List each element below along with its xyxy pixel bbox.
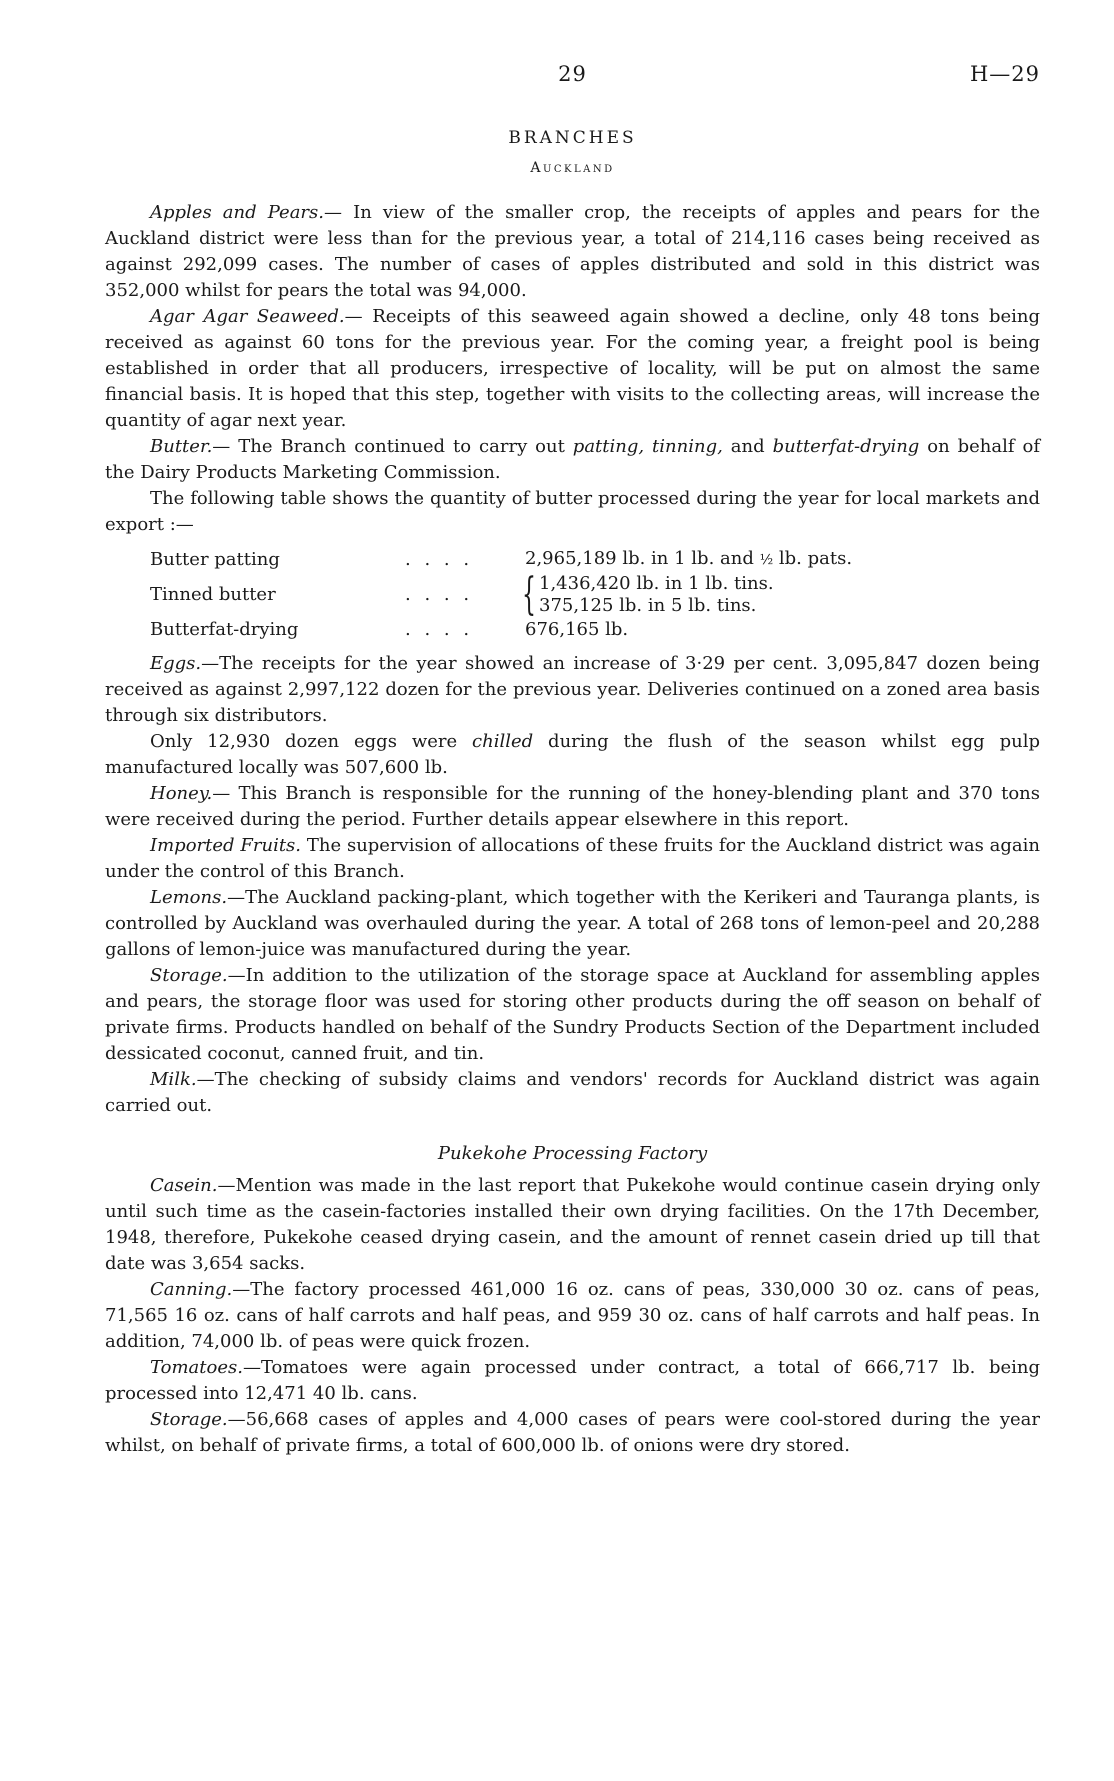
paragraph-honey xyxy=(105,781,1040,833)
row-value: 676,165 lb. xyxy=(525,619,629,640)
paragraph-storage-2 xyxy=(105,1407,1040,1459)
paragraph-lemons xyxy=(105,885,1040,963)
paragraph-storage xyxy=(105,963,1040,1067)
factory-heading: Pukekohe Processing Factory xyxy=(437,1143,708,1164)
lead-lemons: Lemons. xyxy=(150,887,228,908)
row-name: Tinned butter xyxy=(150,584,276,605)
text-apples: — In view of the smaller crop, the receipts of apples and pears for the Auckland district were less than for the previous year, a total of 214,116 cases being received as against 292,099 cases. The number of cases of apples distributed and sold in this district was 352,000 whilst for pears the total was 94,000. xyxy=(105,202,1040,301)
leader-dots: . . . . xyxy=(405,548,474,570)
row-value-a: 2,965,189 lb. in 1 lb. and xyxy=(525,548,760,569)
lead-imported: Imported Fruits. xyxy=(150,835,302,856)
paragraph-casein xyxy=(105,1173,1040,1277)
document-page xyxy=(105,0,1040,1781)
text-eggs2-a: Only 12,930 dozen eggs were xyxy=(150,731,473,752)
text-agar: — Receipts of this seaweed again showed a decline, only 48 tons being received as against 60 tons for the previous year. For the coming year, a freight pool is being established in order that all producers, irrespective of locality, will be put on almost the same financial basis. It is hoped that this step, together with visits to the collecting areas, will increase the quantity of agar next year. xyxy=(105,306,1040,431)
row-value-1: 1,436,420 lb. in 1 lb. tins. xyxy=(539,573,774,594)
row-value-b: lb. pats. xyxy=(773,548,853,569)
text-eggs2-em: chilled xyxy=(472,731,534,752)
table-row xyxy=(150,569,1040,620)
row-value xyxy=(525,546,852,573)
paragraph-apples xyxy=(105,200,1040,304)
row-name: Butter patting xyxy=(150,548,280,570)
lead-butter: Butter. xyxy=(150,436,213,457)
text-eggs2-b: during the flush of the season whilst egg pulp manufactured locally was 507,600 lb. xyxy=(105,731,1040,778)
text-storage-2: —56,668 cases of apples and 4,000 cases of pears were cool-stored during the year whilst, on behalf of private firms, a total of 600,000 lb. of onions were dry stored. xyxy=(105,1409,1040,1456)
table-row xyxy=(150,546,1040,573)
braced-values xyxy=(522,569,774,620)
row-value-2: 375,125 lb. in 5 lb. tins. xyxy=(539,595,757,616)
leader-dots: . . . . xyxy=(405,619,474,640)
paragraph-milk xyxy=(105,1067,1040,1119)
butter-table xyxy=(150,546,1040,643)
text-storage: —In addition to the utilization of the storage space at Auckland for assembling apples and pears, the storage floor was used for storing other products during the off season on behalf of private firms. Products handled on behalf of the Sundry Products Section of the Department included dessicated coconut, canned fruit, and tin. xyxy=(105,965,1040,1064)
lead-apples: Apples and Pears. xyxy=(150,202,324,223)
paragraph-table-intro: The following table shows the quantity of butter processed during the year for local markets and export :— xyxy=(105,488,1040,535)
paragraph-canning xyxy=(105,1277,1040,1355)
text-butter-a: — The Branch continued to carry out xyxy=(212,436,573,457)
text-tomatoes: —Tomatoes were again processed under contract, a total of 666,717 lb. being processed into 12,471 40 lb. cans. xyxy=(105,1357,1040,1404)
text-lemons: —The Auckland packing-plant, which together with the Kerikeri and Tauranga plants, is controlled by Auckland was overhauled during the year. A total of 268 tons of lemon-peel and 20,288 gallons of lemon-juice was manufactured during the year. xyxy=(105,887,1040,960)
text-eggs: —The receipts for the year showed an increase of 3·29 per cent. 3,095,847 dozen being received as against 2,997,122 dozen for the previous year. Deliveries continued on a zoned area basis through six distributors. xyxy=(105,653,1040,726)
lead-canning: Canning. xyxy=(150,1279,233,1300)
brace-glyph: { xyxy=(522,569,536,620)
text-milk: —The checking of subsidy claims and vendors' records for Auckland district was again carried out. xyxy=(105,1069,1040,1116)
paragraph-tomatoes xyxy=(105,1355,1040,1407)
section-title: BRANCHES xyxy=(508,128,637,148)
body-text xyxy=(105,200,1040,1459)
fraction-half: ½ xyxy=(759,552,774,568)
paragraph-agar xyxy=(105,304,1040,434)
text-honey: — This Branch is responsible for the running of the honey-blending plant and 370 tons were received during the period. Further details appear elsewhere in this report. xyxy=(105,783,1040,830)
leader-dots: . . . . xyxy=(405,584,474,605)
paragraph-imported xyxy=(105,833,1040,885)
text-butter-em2: butterfat-drying xyxy=(772,436,920,457)
lead-tomatoes: Tomatoes. xyxy=(150,1357,243,1378)
lead-honey: Honey. xyxy=(150,783,213,804)
table-row xyxy=(150,617,1040,643)
section-subtitle: Auckland xyxy=(530,160,615,176)
paragraph-eggs-2 xyxy=(105,729,1040,781)
text-canning: —The factory processed 461,000 16 oz. cans of peas, 330,000 30 oz. cans of peas, 71,565 16 oz. cans of half carrots and half peas, and 959 30 oz. cans of half carrots and half peas. In addition, 74,000 lb. of peas were quick frozen. xyxy=(105,1279,1040,1352)
brace-values xyxy=(539,573,774,617)
page-header xyxy=(105,62,1040,92)
paragraph-eggs xyxy=(105,651,1040,729)
text-casein: —Mention was made in the last report that Pukekohe would continue casein drying only until such time as the casein-factories installed their own drying facilities. On the 17th December, 1948, therefore, Pukekohe ceased drying casein, and the amount of rennet casein dried up till that date was 3,654 sacks. xyxy=(105,1175,1040,1274)
lead-storage-2: Storage. xyxy=(150,1409,228,1430)
text-butter-c: on behalf of the Dairy Products Marketing Commission. xyxy=(105,436,1041,483)
row-name: Butterfat-drying xyxy=(150,619,299,640)
text-butter-em1: patting, tinning, xyxy=(572,436,723,457)
lead-agar: Agar Agar Seaweed. xyxy=(150,306,345,327)
report-code: H—29 xyxy=(969,62,1040,86)
paragraph-butter xyxy=(105,434,1040,486)
lead-casein: Casein. xyxy=(150,1175,218,1196)
lead-eggs: Eggs. xyxy=(150,653,202,674)
page-number: 29 xyxy=(558,62,587,86)
text-butter-b: and xyxy=(722,436,773,457)
lead-milk: Milk. xyxy=(150,1069,197,1090)
lead-storage: Storage. xyxy=(150,965,228,986)
text-imported: The supervision of allocations of these fruits for the Auckland district was again under the control of this Branch. xyxy=(105,835,1040,882)
